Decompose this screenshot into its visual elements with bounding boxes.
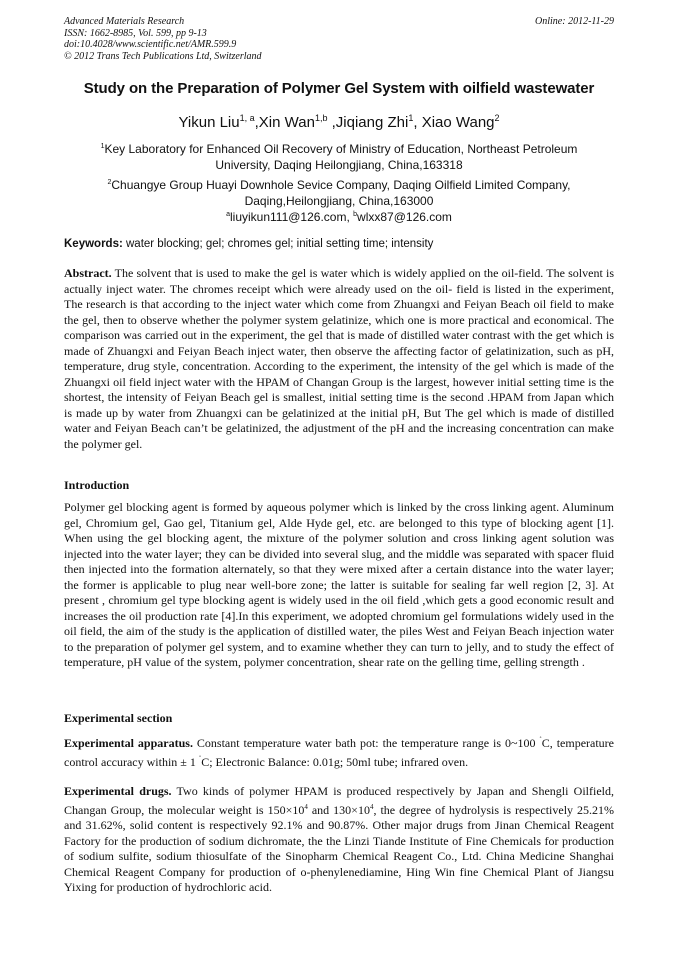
section-heading-introduction: Introduction [64, 478, 130, 492]
exponent: 4 [369, 802, 374, 811]
author-sup: 1, a [239, 113, 255, 123]
apparatus-label: Experimental apparatus. [64, 736, 193, 750]
journal-header [64, 16, 262, 62]
apparatus-text: Constant temperature water bath pot: the temperature range is 0~100 [192, 736, 540, 750]
drugs-text: , the degree of hydrolysis is respectively 25.21% and 31.62%, solid content is respectively 92.1% and 90.87%. Other major drugs from Jinan Chemical Reagent Factory for the production of sodium dichromate, the the Linzi Tiande Institute of Fine Chemicals for production of sodium sulfite, sodium thiosulfate of the Sinopharm Chemical Reagent Co., Ltd. China Medicine Shanghai Chemical Reagent Company for production of o-phenylenediamine, Hing Win fine Chemical Plant of Jiangsu Yixing for production of hydrochloric acid. [64, 802, 615, 894]
keywords-label: Keywords: [64, 238, 123, 250]
affiliation-line: Key Laboratory for Enhanced Oil Recovery of Ministry of Education, Northeast Petroleum [104, 142, 578, 156]
affiliation-line: University, Daqing Heilongjiang, China,163318 [215, 157, 463, 172]
keywords [64, 238, 624, 250]
section-heading-experimental: Experimental section [64, 711, 173, 725]
affiliation-sup: 2 [107, 179, 112, 186]
drugs-paragraph [64, 784, 614, 896]
drugs-label: Experimental drugs. [64, 784, 172, 798]
author-sep: , [254, 114, 259, 131]
degree-mark: ˚ [539, 736, 542, 744]
doi-line: doi:10.4028/www.scientific.net/AMR.599.9 [64, 39, 237, 51]
paper-title: Study on the Preparation of Polymer Gel System with oilfield wastewater [83, 80, 595, 97]
email-sup: a [226, 211, 230, 218]
author-sep: , [327, 114, 336, 131]
copyright-line: © 2012 Trans Tech Publications Ltd, Switzerland [64, 50, 262, 62]
author-list [30, 113, 648, 131]
drugs-text: Two kinds of polymer HPAM is produced respectively by Japan and Shengli Oilfield, Changan Group, the molecular weight is 150×10 [64, 784, 614, 817]
journal-name: Advanced Materials Research [64, 16, 185, 27]
apparatus-paragraph [64, 733, 614, 770]
apparatus-text: C; Electronic Balance: 0.01g; 50ml tube; infrared oven. [201, 754, 469, 769]
degree-mark: ˚ [198, 754, 202, 763]
author-sup: 2 [494, 113, 500, 123]
email-link[interactable]: liuyikun111@126.com, [229, 210, 354, 224]
author-name: Xiao Wang [421, 114, 495, 131]
author-sup: 1 [408, 113, 414, 123]
drugs-text: and 130×10 [307, 802, 370, 817]
exponent: 4 [304, 802, 308, 811]
abstract-paragraph [64, 266, 614, 452]
author-name: Xin Wan [258, 114, 315, 131]
abstract-text: The solvent that is used to make the gel is water which is widely applied on the oil-field. The solvent is actually inject water. The chromes receipt which were already used on the oil- field is listed in the experiment, The research is that according to the inject water which come from Zhuangxi and Feiyan Beach oil field to make the gel, then to observe whether the polymer system gelatinize, which one is more practical and economical. The comparison was carried out in the experiment, the gel that is made of distilled water contrast with the get which is made of Zhuangxi and Feiyan Beach inject water, then observe the affecting factor of gelatinization, such as pH, temperature, drug style, concentration. According to the experiment, the intensity of the gel which is made of the Zhuangxi oil field inject water with the HPAM of Changan Group is the largest, however initial setting time is the shortest, the intensity of Feiyan Beach gel is smallest, initial setting time is the second .HPAM from Japan which is made up by water from Zhuangxi can be gelatinized at the initial pH, But The gel which is made of distilled water and Feiyan Beach can’t be gelatinized, the adjustment of the pH and the increasing concentration can make the polymer gel. [64, 266, 614, 451]
affiliation-1 [60, 139, 618, 173]
apparatus-text: C, temperature control accuracy within ± 1 [64, 736, 614, 769]
keywords-text: water blocking; gel; chromes gel; initial setting time; intensity [122, 238, 434, 250]
introduction-paragraph: Polymer gel blocking agent is formed by aqueous polymer which is linked by the cross linking agent. Aluminum gel, Chromium gel, Gao gel, Titanium gel, Alde Hyde gel, etc. are belonged to this type of blocking agent [1]. When using the gel blocking agent, the mixture of the polymer solution and cross linking agent solution was injected into the water layer; they can be divided into several slug, and the middle was separated with spacer fluid then injected into the formation alternately, so that they were mixed after a certain distance into the water layer; the former is applicable to plug near well-bore zone; the latter is suitable for sealing far well region [2, 3]. At present , chromium gel type blocking agent is widely used in the oil field ,which gets a good economic result and increases the oil production rate [4].In this experiment, we adopted chromium gel formulations widely used in the oil field, the aim of the study is the application of distilled water, the piles West and Feiyan Beach injection water to the preparation of polymer gel system, and to examine whether they can turn to jelly, and to study the effect of temperature, pH value of the system, polymer concentration, shear rate on the gelling time, gelling strength . [64, 500, 614, 669]
email-sup: b [353, 211, 358, 218]
affiliation-sup: 1 [100, 143, 105, 150]
affiliation-line: Chuangye Group Huayi Downhole Sevice Company, Daqing Oilfield Limited Company, [111, 178, 571, 192]
abstract-label: Abstract. [64, 266, 112, 280]
author-emails [60, 210, 618, 224]
author-name: Jiqiang Zhi [335, 114, 409, 131]
affiliation-2 [60, 175, 618, 209]
issn-line: ISSN: 1662-8985, Vol. 599, pp 9-13 [64, 27, 207, 39]
online-date: Online: 2012-11-29 [535, 16, 614, 27]
affiliation-line: Daqing,Heilongjiang, China,163000 [244, 193, 434, 208]
author-sup: 1,b [314, 113, 328, 123]
author-sep: , [413, 114, 422, 131]
author-name: Yikun Liu [178, 114, 240, 131]
email-link[interactable]: wlxx87@126.com [357, 210, 452, 224]
